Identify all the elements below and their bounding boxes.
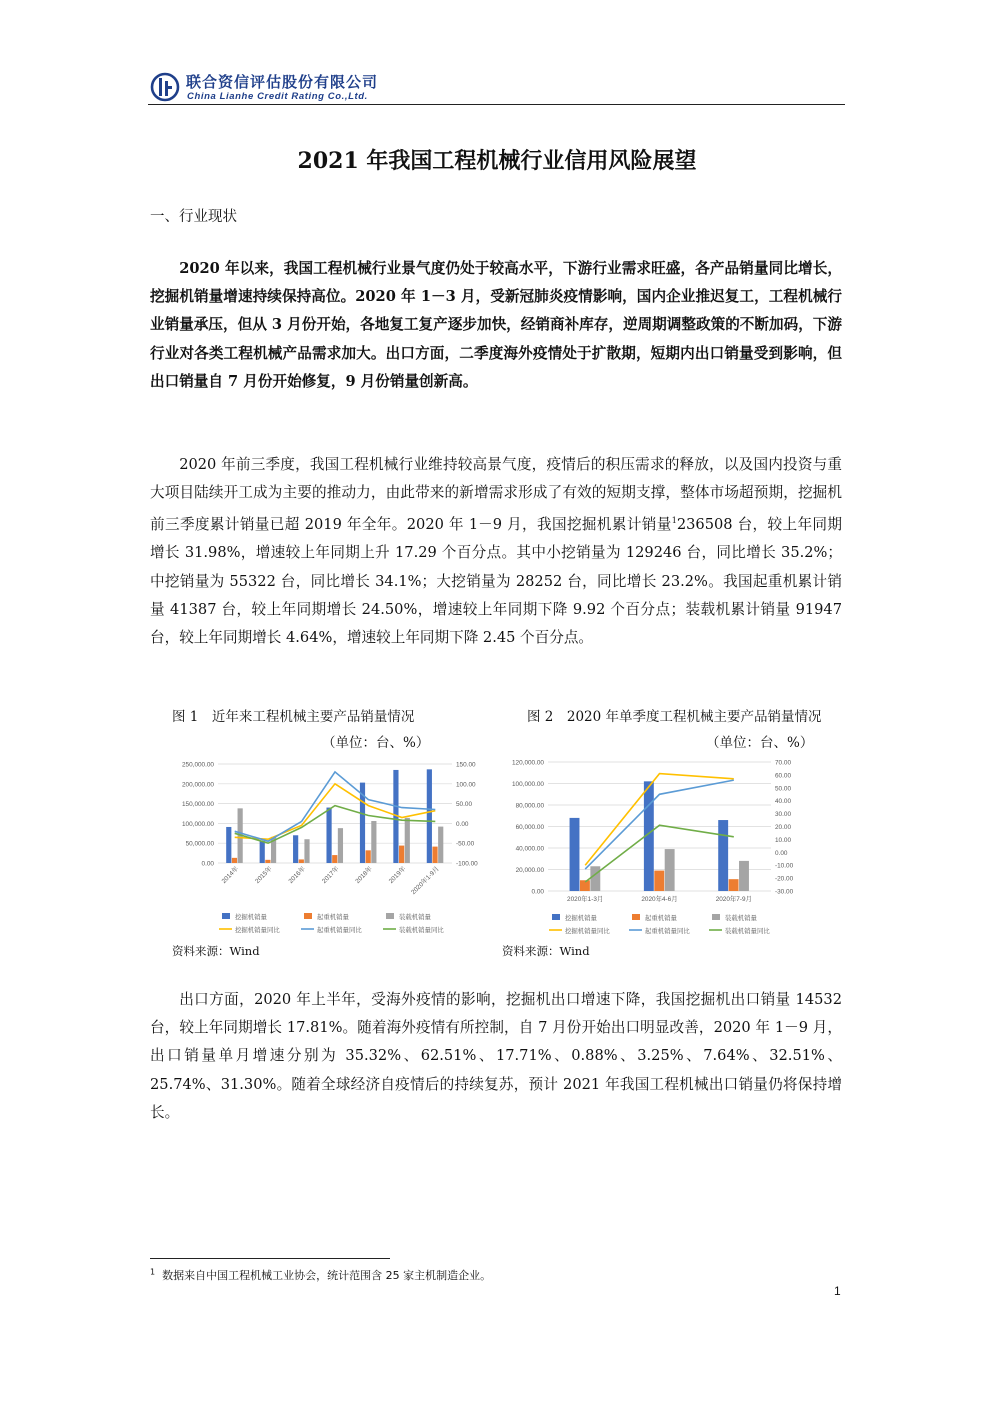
bar-起重机销量 — [729, 879, 739, 891]
y-tick-label: 0.00 — [201, 860, 214, 868]
footnote-divider — [150, 1258, 390, 1259]
y-tick-label: 100,000.00 — [182, 820, 214, 828]
legend-swatch — [632, 914, 640, 920]
y-tick-label: 20,000.00 — [515, 867, 544, 874]
section-heading: 一、行业现状 — [150, 209, 237, 225]
y-tick-label: 50,000.00 — [185, 840, 214, 848]
paragraph-2-part-b: 236508 台，较上年同期增长 31.98%，增速较上年同期上升 17.29 个百分点。其中小挖销量为 129246 台，同比增长 35.2%；中挖销量为 55322 台，同比增长 34.1%；大挖销量为 28252 台，同比增长 23.2%。我国起重机累计销量 41387 台，较上年同期增长 24.50%，增速较上年同期下降 9.92 个百分点；装载机累计销量 91947 台，较上年同期增长 4.64%，增速较上年同期下降 2.45 个百分点。 — [150, 516, 842, 647]
x-tick-label: 2014年 — [220, 865, 241, 885]
y2-tick-label: -10.00 — [775, 862, 794, 870]
x-tick-label: 2019年 — [387, 865, 408, 885]
x-tick-label: 2018年 — [354, 865, 374, 885]
y2-tick-label: 0.00 — [456, 820, 469, 828]
legend-swatch — [552, 914, 560, 920]
bar-挖掘机销量 — [427, 769, 432, 863]
figure-2-source: 资料来源：Wind — [502, 944, 590, 958]
legend-label: 装载机销量 — [725, 915, 757, 922]
bar-起重机销量 — [232, 858, 237, 863]
y-tick-label: 250,000.00 — [182, 761, 214, 769]
bar-装载机销量 — [665, 849, 675, 891]
footnote — [150, 1267, 491, 1283]
bar-起重机销量 — [580, 880, 590, 891]
bar-起重机销量 — [432, 847, 437, 863]
company-name-cn: 联合资信评估股份有限公司 — [186, 73, 379, 91]
bar-装载机销量 — [371, 821, 376, 863]
y2-tick-label: 70.00 — [775, 759, 791, 767]
x-tick-label: 2017年 — [320, 865, 341, 885]
figure-1-caption: 图 1 近年来工程机械主要产品销量情况 — [172, 709, 415, 725]
figure-2-caption: 图 2 2020 年单季度工程机械主要产品销量情况 — [527, 709, 822, 725]
legend-swatch — [304, 913, 312, 919]
legend-label: 装载机销量同比 — [399, 927, 444, 934]
x-tick-label: 2020年7-9月 — [715, 896, 752, 903]
x-tick-label: 2015年 — [254, 865, 274, 885]
bar-装载机销量 — [590, 866, 600, 891]
bar-装载机销量 — [438, 827, 443, 863]
bar-起重机销量 — [366, 850, 371, 863]
header-divider — [148, 104, 845, 105]
legend-swatch — [712, 914, 720, 920]
legend-swatch — [222, 913, 230, 919]
bar-挖掘机销量 — [570, 818, 580, 891]
bar-起重机销量 — [299, 859, 304, 863]
y-tick-label: 150,000.00 — [182, 801, 214, 809]
y2-tick-label: 0.00 — [775, 849, 788, 857]
legend-label: 起重机销量同比 — [645, 928, 690, 935]
page-number: 1 — [834, 1284, 841, 1298]
bar-起重机销量 — [265, 860, 270, 863]
paragraph-2-part-a: 2020 年前三季度，我国工程机械行业维持较高景气度，疫情后的积压需求的释放，以及国内投资与重大项目陆续开工成为主要的推动力，由此带来的新增需求形成了有效的短期支撑，整体市场超预期，挖掘机前三季度累计销量已超 2019 年全年。2020 年 1－9 月，我国挖掘机累计销量 — [150, 456, 842, 534]
figure-1-unit: （单位：台、%） — [322, 735, 430, 751]
bar-起重机销量 — [332, 855, 337, 863]
legend-label: 装载机销量 — [399, 914, 431, 921]
y2-tick-label: 10.00 — [775, 836, 791, 844]
company-name-en: China Lianhe Credit Rating Co.,Ltd. — [187, 91, 368, 102]
x-tick-label: 2020年1-3月 — [567, 896, 604, 903]
y2-tick-label: -30.00 — [775, 888, 794, 896]
bar-挖掘机销量 — [293, 835, 298, 863]
y2-tick-label: -50.00 — [456, 840, 475, 848]
figure-1-source: 资料来源：Wind — [172, 944, 260, 958]
company-logo-icon — [150, 72, 180, 102]
legend-swatch — [386, 913, 394, 919]
legend-label: 挖掘机销量 — [235, 914, 267, 921]
legend-label: 装载机销量同比 — [725, 928, 770, 935]
legend-label: 起重机销量 — [645, 915, 677, 922]
y-tick-label: 100,000.00 — [512, 781, 544, 788]
legend-label: 挖掘机销量同比 — [565, 928, 610, 935]
y-tick-label: 80,000.00 — [515, 802, 544, 810]
x-tick-label: 2020年4-6月 — [641, 896, 678, 903]
bar-装载机销量 — [739, 861, 749, 891]
y2-tick-label: 150.00 — [456, 761, 476, 769]
paragraph-1: 2020 年以来，我国工程机械行业景气度仍处于较高水平，下游行业需求旺盛，各产品销量同比增长，挖掘机销量增速持续保持高位。2020 年 1－3 月，受新冠肺炎疫情影响，国内企业推迟复工，工程机械行业销量承压，但从 3 月份开始，各地复工复产逐步加快，经销商补库存，逆周期调整政策的不断加码，下游行业对各类工程机械产品需求加大。出口方面，二季度海外疫情处于扩散期，短期内出口销量受到影响，但出口销量自 7 月份开始修复，9 月份销量创新高。 — [150, 260, 842, 390]
footnote-ref[interactable]: 1 — [671, 516, 677, 526]
paragraph-3: 出口方面，2020 年上半年，受海外疫情的影响，挖掘机出口增速下降，我国挖掘机出口销量 14532 台，较上年同期增长 17.81%。随着海外疫情有所控制，自 7 月份开始出口明显改善，2020 年 1－9 月，出口销量单月增速分别为 35.32%、62.51%、17.71%、0.88%、3.25%、7.64%、32.51%、25.74%、31.30%。随着全球经济自疫情后的持续复苏，预计 2021 年我国工程机械出口销量仍将保持增长。 — [150, 991, 842, 1121]
figure-1-chart — [160, 752, 490, 940]
figure-2-unit: （单位：台、%） — [706, 735, 814, 751]
legend-label: 挖掘机销量同比 — [235, 927, 280, 934]
y-tick-label: 200,000.00 — [182, 781, 214, 789]
y-tick-label: 60,000.00 — [515, 824, 544, 831]
bar-挖掘机销量 — [718, 820, 728, 891]
y-tick-label: 0.00 — [531, 888, 544, 896]
y2-tick-label: 20.00 — [775, 824, 791, 831]
footnote-text: 数据来自中国工程机械工业协会，统计范围含 25 家主机制造企业。 — [162, 1269, 492, 1282]
y2-tick-label: 40.00 — [775, 798, 791, 806]
y2-tick-label: 60.00 — [775, 772, 791, 780]
footnote-mark: 1 — [150, 1267, 156, 1277]
bar-装载机销量 — [338, 828, 343, 863]
bar-挖掘机销量 — [226, 827, 231, 863]
x-tick-label: 2020年1-9月 — [410, 865, 441, 897]
bar-挖掘机销量 — [260, 841, 265, 863]
y2-tick-label: 50.00 — [456, 801, 472, 809]
paragraph-2 — [150, 451, 842, 652]
legend-label: 挖掘机销量 — [565, 915, 597, 922]
bar-起重机销量 — [654, 871, 664, 891]
bar-装载机销量 — [405, 818, 410, 863]
legend-label: 起重机销量同比 — [317, 927, 362, 934]
y2-tick-label: 100.00 — [456, 781, 476, 789]
x-tick-label: 2016年 — [287, 865, 307, 885]
y2-tick-label: 50.00 — [775, 785, 791, 793]
legend-label: 起重机销量 — [317, 914, 349, 921]
y-tick-label: 120,000.00 — [512, 759, 544, 767]
bar-装载机销量 — [304, 839, 309, 863]
figure-2-chart — [498, 752, 823, 940]
y2-tick-label: -20.00 — [775, 875, 794, 883]
bar-起重机销量 — [399, 846, 404, 863]
y2-tick-label: 30.00 — [775, 811, 791, 819]
line-挖掘机销量同比 — [585, 774, 734, 866]
y2-tick-label: -100.00 — [456, 860, 478, 868]
page-title: 2021 年我国工程机械行业信用风险展望 — [297, 148, 697, 174]
y-tick-label: 40,000.00 — [515, 845, 544, 853]
bar-挖掘机销量 — [326, 808, 331, 863]
